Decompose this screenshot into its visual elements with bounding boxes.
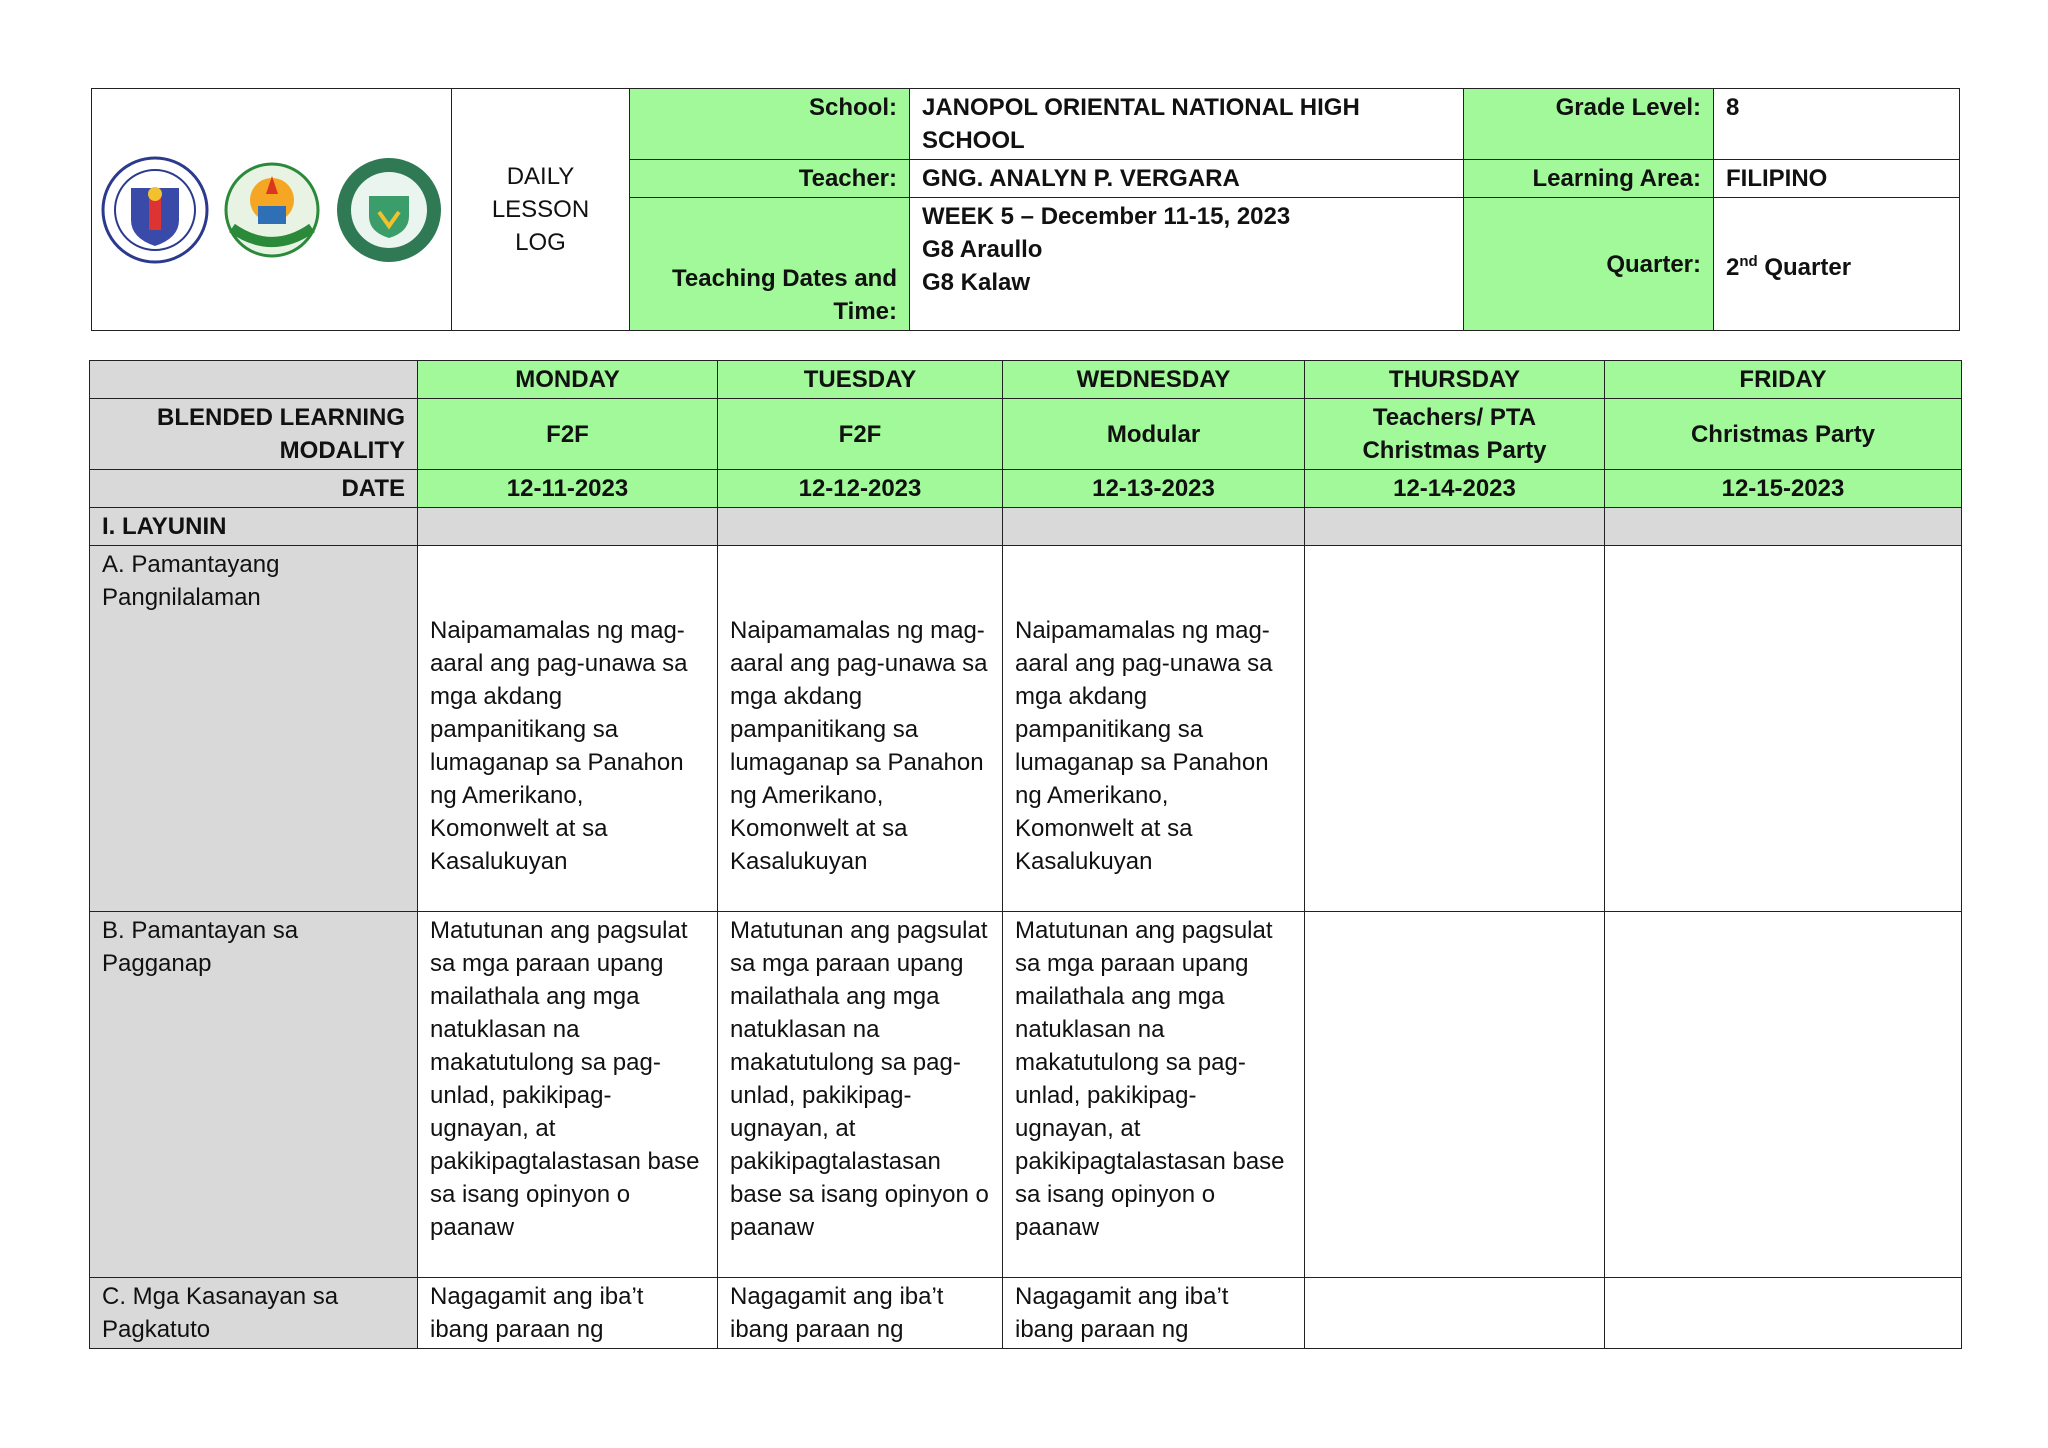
row-a-monday: Naipamamalas ng mag-aaral ang pag-unawa sa mga akdang pampanitikang sa lumaganap sa Panahon ng Amerikano, Komonwelt at sa Kasalukuyan <box>418 546 718 912</box>
modality-friday: Christmas Party <box>1605 399 1962 470</box>
layunin-wednesday <box>1003 508 1305 546</box>
date-row <box>90 470 1962 508</box>
pamantayan-sa-pagganap-row <box>90 912 1962 1278</box>
pamantayang-pangnilalaman-row <box>90 546 1962 912</box>
row-c-friday <box>1605 1278 1962 1349</box>
school-division-seal-icon <box>214 156 330 264</box>
day-tuesday: TUESDAY <box>718 361 1003 399</box>
day-thursday: THURSDAY <box>1305 361 1605 399</box>
modality-tuesday: F2F <box>718 399 1003 470</box>
row-c-wednesday: Nagagamit ang iba’t ibang paraan ng <box>1003 1278 1305 1349</box>
school-value: JANOPOL ORIENTAL NATIONAL HIGH SCHOOL <box>910 89 1464 160</box>
row-c-thursday <box>1305 1278 1605 1349</box>
row-b-tuesday: Matutunan ang pagsulat sa mga paraan upang mailathala ang mga natuklasan na makatutulong sa pag-unlad, pakikipag-ugnayan, at pakikipagtalastasan base sa isang opinyon o paanaw <box>718 912 1003 1278</box>
row-a-tuesday: Naipamamalas ng mag-aaral ang pag-unawa sa mga akdang pampanitikang sa lumaganap sa Panahon ng Amerikano, Komonwelt at sa Kasalukuyan <box>718 546 1003 912</box>
date-thursday: 12-14-2023 <box>1305 470 1605 508</box>
day-friday: FRIDAY <box>1605 361 1962 399</box>
pamantayan-sa-pagganap-label: B. Pamantayan sa Pagganap <box>90 912 418 1278</box>
date-wednesday: 12-13-2023 <box>1003 470 1305 508</box>
modality-wednesday: Modular <box>1003 399 1305 470</box>
mga-kasanayan-label: C. Mga Kasanayan sa Pagkatuto <box>90 1278 418 1349</box>
quarter-suffix: nd <box>1739 252 1758 270</box>
grade-level-value: 8 <box>1714 89 1960 160</box>
teacher-value: GNG. ANALYN P. VERGARA <box>910 160 1464 198</box>
row-b-wednesday: Matutunan ang pagsulat sa mga paraan upang mailathala ang mga natuklasan na makatutulong sa pag-unlad, pakikipag-ugnayan, at pakikipagtalastasan base sa isang opinyon o paanaw <box>1003 912 1305 1278</box>
header-table <box>91 88 1960 331</box>
layunin-label: I. LAYUNIN <box>90 508 418 546</box>
modality-row <box>90 399 1962 470</box>
layunin-row <box>90 508 1962 546</box>
learning-area-value: FILIPINO <box>1714 160 1960 198</box>
quarter-value <box>1714 198 1960 331</box>
date-tuesday: 12-12-2023 <box>718 470 1003 508</box>
row-c-tuesday: Nagagamit ang iba’t ibang paraan ng <box>718 1278 1003 1349</box>
teacher-label: Teacher: <box>630 160 910 198</box>
janopol-school-seal-icon <box>335 156 443 264</box>
week-line: WEEK 5 – December 11-15, 2023 <box>922 203 1291 230</box>
layunin-thursday <box>1305 508 1605 546</box>
row-b-thursday <box>1305 912 1605 1278</box>
row-b-monday: Matutunan ang pagsulat sa mga paraan upang mailathala ang mga natuklasan na makatutulong sa pag-unlad, pakikipag-ugnayan, at pakikipagtalastasan base sa isang opinyon o paanaw <box>418 912 718 1278</box>
quarter-label: Quarter: <box>1464 198 1714 331</box>
teaching-dates-label: Teaching Dates and Time: <box>630 198 910 331</box>
school-label: School: <box>630 89 910 160</box>
section-line-2: G8 Kalaw <box>922 269 1031 296</box>
layunin-monday <box>418 508 718 546</box>
grade-level-label: Grade Level: <box>1464 89 1714 160</box>
layunin-friday <box>1605 508 1962 546</box>
teaching-dates-value <box>910 198 1464 331</box>
quarter-word: Quarter <box>1757 253 1852 281</box>
date-friday: 12-15-2023 <box>1605 470 1962 508</box>
section-line-1: G8 Araullo <box>922 236 1043 263</box>
quarter-number: 2 <box>1726 253 1740 281</box>
row-a-wednesday: Naipamamalas ng mag-aaral ang pag-unawa sa mga akdang pampanitikang sa lumaganap sa Panahon ng Amerikano, Komonwelt at sa Kasalukuyan <box>1003 546 1305 912</box>
row-b-friday <box>1605 912 1962 1278</box>
layunin-tuesday <box>718 508 1003 546</box>
deped-seal-icon <box>101 156 209 264</box>
corner-cell <box>90 361 418 399</box>
modality-thursday: Teachers/ PTA Christmas Party <box>1305 399 1605 470</box>
lesson-log-table <box>89 360 1962 1349</box>
modality-monday: F2F <box>418 399 718 470</box>
pamantayang-pangnilalaman-label: A. Pamantayang Pangnilalaman <box>90 546 418 912</box>
day-header-row <box>90 361 1962 399</box>
day-wednesday: WEDNESDAY <box>1003 361 1305 399</box>
daily-lesson-log-title: DAILY LESSON LOG <box>452 89 630 331</box>
learning-area-label: Learning Area: <box>1464 160 1714 198</box>
date-monday: 12-11-2023 <box>418 470 718 508</box>
row-a-thursday <box>1305 546 1605 912</box>
logos-cell <box>92 89 452 331</box>
date-label: DATE <box>90 470 418 508</box>
mga-kasanayan-row <box>90 1278 1962 1349</box>
row-c-monday: Nagagamit ang iba’t ibang paraan ng <box>418 1278 718 1349</box>
modality-label: BLENDED LEARNING MODALITY <box>90 399 418 470</box>
row-a-friday <box>1605 546 1962 912</box>
day-monday: MONDAY <box>418 361 718 399</box>
